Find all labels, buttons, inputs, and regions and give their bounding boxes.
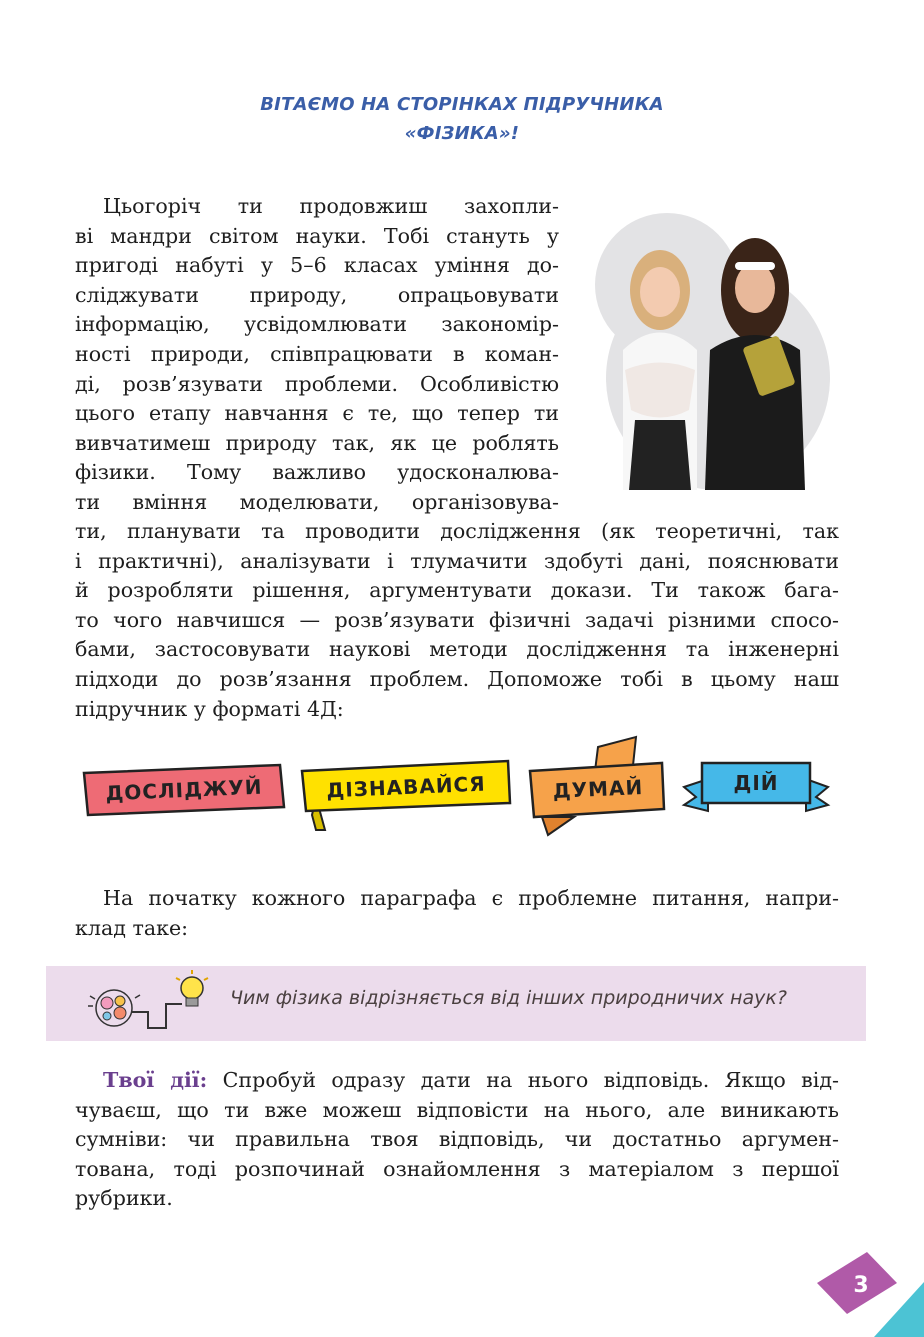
actions-line: тована, тоді розпочинай ознайомлення з матеріалом з першої xyxy=(75,1156,839,1181)
intro-line: ти, планувати та проводити дослідження (як теоретичні, так xyxy=(75,519,839,543)
intro-line: фізики. Тому важливо удосконалюва- xyxy=(75,460,559,485)
banner-label: ДУМАЙ xyxy=(552,775,644,803)
page-title xyxy=(0,90,924,148)
actions-line xyxy=(75,1066,839,1096)
banner-label: ДІЗНАВАЙСЯ xyxy=(325,771,487,803)
intro-line: й розробляти рішення, аргументувати докази. Ти також бага- xyxy=(75,578,839,603)
brain-lightbulb-icon xyxy=(86,970,216,1034)
intro-line: підходи до розв’язання проблем. Допоможе тобі в цьому наш xyxy=(75,666,839,691)
intro-paragraph-continued xyxy=(75,517,839,724)
intro-line: ді, розв’язувати проблеми. Особливістю xyxy=(75,371,559,396)
banner-label: ДОСЛІДЖУЙ xyxy=(105,774,263,806)
actions-lead: Твої дії: xyxy=(103,1068,208,1092)
actions-line: чуваєш, що ти вже можеш відповісти на нього, але виникають xyxy=(75,1097,839,1122)
intro-line: інформацію, усвідомлювати закономір- xyxy=(75,312,559,337)
title-line-1: ВІТАЄМО НА СТОРІНКАХ ПІДРУЧНИКА xyxy=(260,94,664,115)
problem-question: Чим фізика відрізняється від інших природничих наук? xyxy=(230,987,787,1009)
actions-line-rest: Спробуй одразу дати на нього відповідь. Якщо від- xyxy=(207,1068,839,1092)
problem-paragraph xyxy=(75,884,839,943)
banner-diznavaysia xyxy=(302,761,510,830)
intro-line: ти вміння моделювати, організовува- xyxy=(75,489,559,514)
page-number-badge xyxy=(817,1252,897,1314)
intro-line: ності природи, співпрацювати в коман- xyxy=(75,341,559,366)
intro-line: і практичні), аналізувати і тлумачити здобуті дані, пояснювати xyxy=(75,548,839,573)
students-photo xyxy=(585,210,835,490)
intro-line: то чого навчишся — розв’язувати фізичні задачі різними спосо- xyxy=(75,607,839,632)
intro-line: ві мандри світом науки. Тобі стануть у xyxy=(75,223,559,248)
intro-line: цього етапу навчання є те, що тепер ти xyxy=(75,401,559,426)
intro-line: Цьогоріч ти продовжиш захопли- xyxy=(103,194,559,218)
problem-line: На початку кожного параграфа є проблемне питання, напри- xyxy=(103,886,839,910)
actions-line: рубрики. xyxy=(75,1186,173,1211)
title-line-2: «ФІЗИКА»! xyxy=(404,123,520,144)
banner-label: ДІЙ xyxy=(733,771,779,795)
intro-line: вивчатимеш природу так, як це роблять xyxy=(75,430,559,455)
intro-line: сліджувати природу, опрацьовувати xyxy=(75,282,559,307)
actions-paragraph xyxy=(75,1066,839,1214)
banner-doslidzhuy xyxy=(84,761,284,815)
intro-line: підручник у форматі 4Д: xyxy=(75,696,344,721)
problem-line: клад таке: xyxy=(75,915,189,940)
intro-paragraph xyxy=(75,192,559,518)
4d-banners xyxy=(80,735,840,845)
intro-line: бами, застосовувати наукові методи дослідження та інженерні xyxy=(75,637,839,662)
actions-line: сумніви: чи правильна твоя відповідь, чи достатньо аргумен- xyxy=(75,1127,839,1152)
page-number: 3 xyxy=(853,1273,869,1298)
banner-diy xyxy=(684,763,828,811)
intro-line: пригоді набуті у 5–6 класах уміння до- xyxy=(75,253,559,278)
banner-dumay xyxy=(530,737,664,835)
